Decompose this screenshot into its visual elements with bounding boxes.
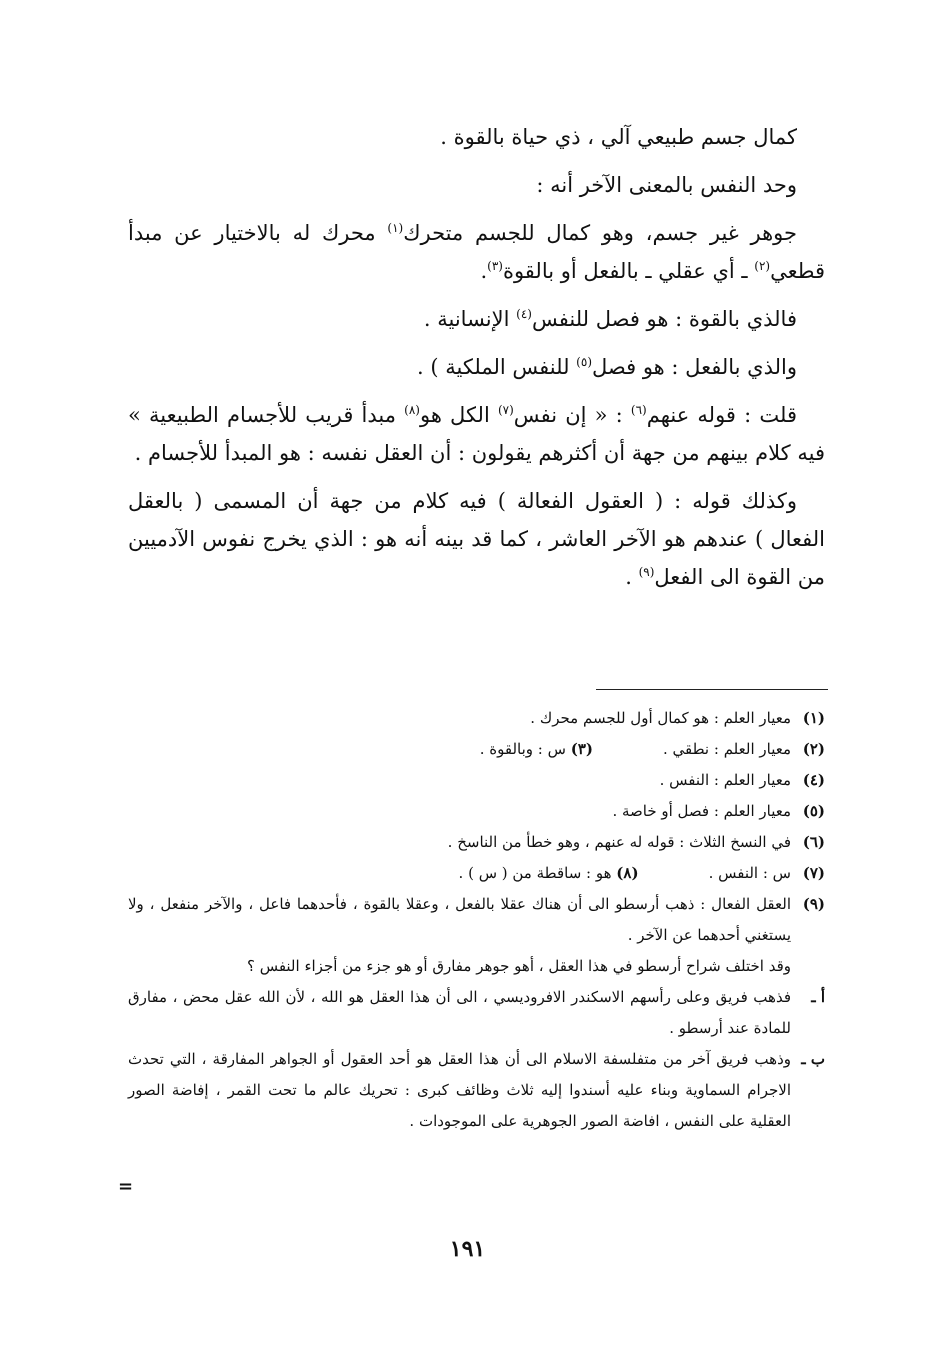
text-run: قلت : قوله عنهم bbox=[646, 403, 797, 427]
footnote-9 bbox=[128, 889, 825, 951]
paragraph-5 bbox=[128, 348, 825, 386]
footnote-text: معيار العلم : هو كمال أول للجسم محرك . bbox=[530, 709, 791, 727]
footnote-3-number: (٣) bbox=[570, 740, 593, 758]
footnote-2-3 bbox=[128, 734, 825, 765]
footnote-7-text: س : النفس . bbox=[708, 864, 791, 882]
text-run: الكل هو bbox=[419, 403, 498, 427]
footnote-number: (١) bbox=[802, 709, 825, 727]
footnote-ref-9[interactable]: (٩) bbox=[638, 565, 655, 579]
footnote-3-text: س : وبالقوة . bbox=[479, 740, 566, 758]
text-run: . bbox=[625, 565, 639, 589]
paragraph-2: وحد النفس بالمعنى الآخر أنه : bbox=[536, 173, 797, 197]
footnote-text-pair bbox=[128, 734, 791, 765]
continuation-marker: = bbox=[118, 1176, 134, 1197]
footnote-text: في النسخ الثلاث : قوله له عنهم ، وهو خطأ من الناسخ . bbox=[447, 833, 791, 851]
footnote-7-8 bbox=[128, 858, 825, 889]
footnote-number: (٧) bbox=[802, 864, 825, 882]
footnote-8-text: هو : ساقطة من ( س ) . bbox=[458, 864, 612, 882]
paragraph-7 bbox=[128, 482, 825, 596]
footnote-ref-4[interactable]: (٤) bbox=[516, 307, 532, 321]
text-run: للنفس الملكية ) . bbox=[417, 355, 577, 379]
footnote-text: العقل الفعال : ذهب أرسطو الى أن هناك عقلا بالفعل ، وعقلا بالقوة ، فأحدهما فاعل ، والآخر منفعل ، ولا يستغني أحدهما عن الآخر . bbox=[128, 895, 791, 944]
footnote-5 bbox=[128, 796, 825, 827]
footnote-number: (٥) bbox=[802, 802, 825, 820]
footnote-ref-2[interactable]: (٢) bbox=[754, 259, 771, 273]
footnote-number: (٢) bbox=[802, 740, 825, 758]
text-run: ـ أي عقلي ـ بالفعل أو بالقوة bbox=[502, 259, 755, 283]
footnote-9-continuation: وقد اختلف شراح أرسطو في هذا العقل ، أهو جوهر مفارق أو هو جزء من أجزاء النفس ؟ bbox=[246, 957, 791, 975]
footnotes bbox=[128, 703, 825, 1137]
paragraph-3 bbox=[128, 214, 825, 290]
footnote-text-pair bbox=[128, 858, 791, 889]
text-run: مبدأ قريب للأجسام الطبيعية » فيه كلام بينهم من جهة أن أكثرهم يقولون : أن العقل نفسه : هو المبدأ للأجسام . bbox=[128, 403, 825, 465]
footnote-ref-7[interactable]: (٧) bbox=[497, 403, 514, 417]
footnote-number: (٤) bbox=[802, 771, 825, 789]
footnote-9-item-a bbox=[128, 982, 825, 1044]
main-text bbox=[128, 118, 825, 606]
text-run: والذي بالفعل : هو فصل bbox=[592, 355, 797, 379]
item-label: أ ـ bbox=[811, 988, 825, 1006]
footnote-number: (٩) bbox=[802, 895, 825, 913]
text-run: . bbox=[480, 259, 488, 283]
footnote-ref-6[interactable]: (٦) bbox=[630, 403, 647, 417]
text-run: الإنسانية . bbox=[423, 307, 517, 331]
paragraph-1: كمال جسم طبيعي آلي ، ذي حياة بالقوة . bbox=[440, 125, 797, 149]
footnote-text: معيار العلم : فصل أو خاصة . bbox=[612, 802, 791, 820]
footnote-8-number: (٨) bbox=[616, 864, 639, 882]
footnote-ref-3[interactable]: (٣) bbox=[487, 259, 503, 273]
text-run: جوهر غير جسم، وهو كمال للجسم متحرك bbox=[403, 221, 798, 245]
page-number: ١٩١ bbox=[449, 1236, 486, 1262]
footnote-separator bbox=[596, 689, 828, 690]
footnote-number: (٦) bbox=[802, 833, 825, 851]
text-run: محرك له بالاختيار عن مبدأ قطعي bbox=[128, 221, 825, 283]
text-run: فالذي بالقوة : هو فصل للنفس bbox=[531, 307, 797, 331]
text-run: وكذلك قوله : ( العقول الفعالة ) فيه كلام من جهة أن المسمى ( بالعقل الفعال ) عندهم هو الآخر العاشر ، كما قد بينه أنه هو : الذي يخرج نفوس الآدميين من القوة الى الفعل bbox=[128, 489, 825, 589]
footnote-2-text: معيار العلم : نطقي . bbox=[663, 740, 791, 758]
footnote-ref-5[interactable]: (٥) bbox=[576, 355, 592, 369]
item-text: فذهب فريق وعلى رأسهم الاسكندر الافروديسي ، الى أن هذا العقل هو الله ، لأن الله عقل محض ، مفارق للمادة عند أرسطو . bbox=[128, 988, 791, 1037]
footnote-9-item-b bbox=[128, 1044, 825, 1137]
paragraph-4 bbox=[128, 300, 825, 338]
item-label: ب ـ bbox=[801, 1050, 825, 1068]
footnote-1 bbox=[128, 703, 825, 734]
paragraph-6 bbox=[128, 396, 825, 472]
footnote-6 bbox=[128, 827, 825, 858]
text-run: : « إن نفس bbox=[513, 403, 631, 427]
footnote-text: معيار العلم : النفس . bbox=[659, 771, 791, 789]
footnote-4 bbox=[128, 765, 825, 796]
item-text: وذهب فريق آخر من متفلسفة الاسلام الى أن هذا العقل هو أحد العقول أو الجواهر المفارقة ، التي تحدث الاجرام السماوية وبناء عليه أسندوا إليه ثلاث وظائف كبرى : تحريك عالم ما تحت القمر ، إفاضة الصور العقلية على النفس ، افاضة الصور الجوهرية على الموجودات . bbox=[128, 1050, 791, 1130]
footnote-ref-1[interactable]: (١) bbox=[387, 221, 404, 235]
footnote-ref-8[interactable]: (٨) bbox=[404, 403, 420, 417]
